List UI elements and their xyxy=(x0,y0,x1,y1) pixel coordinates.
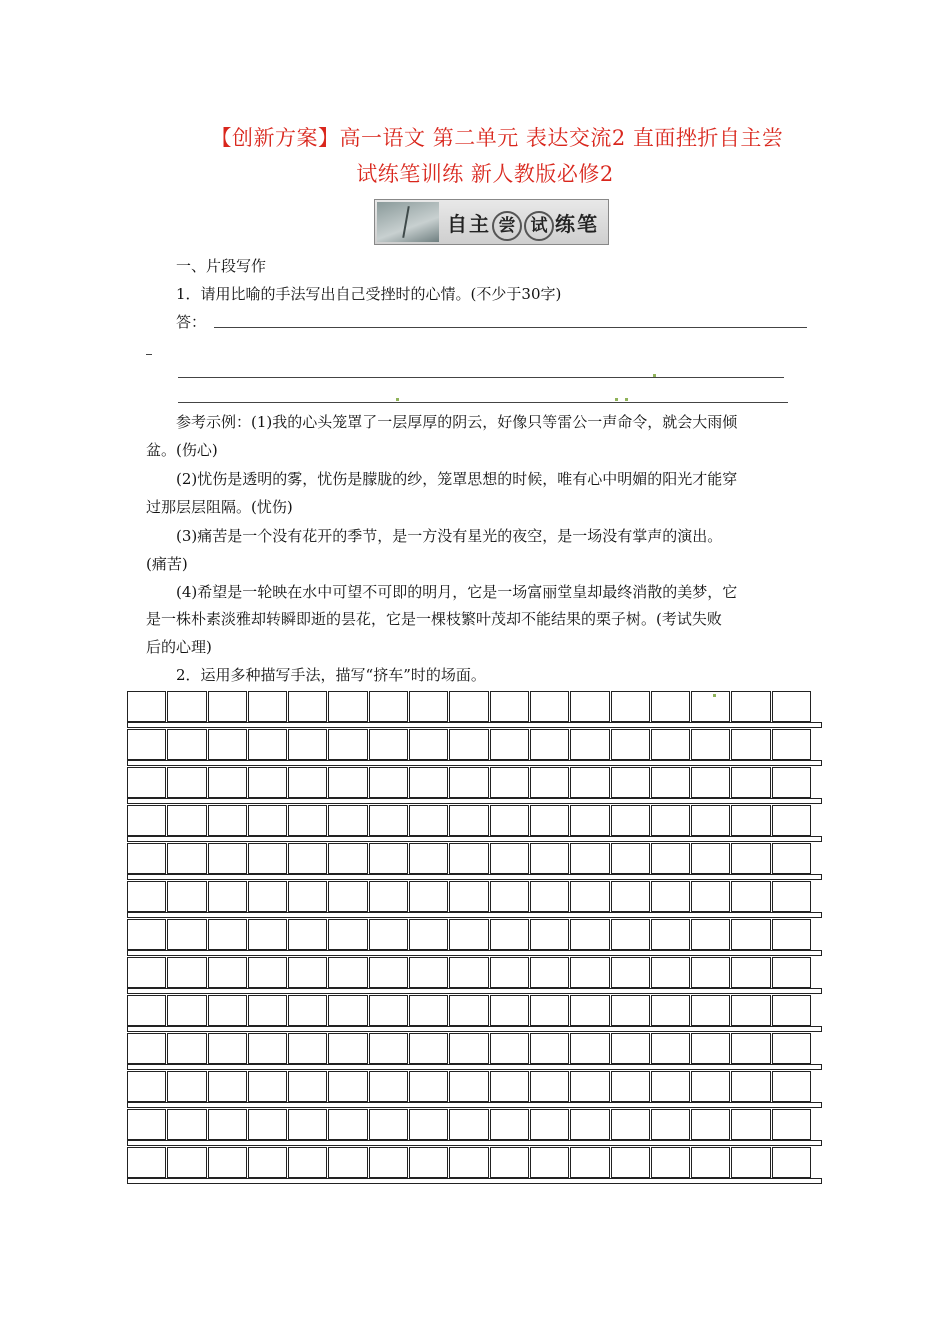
answer-line-2[interactable] xyxy=(178,377,784,378)
grid-cell[interactable] xyxy=(248,1109,287,1140)
grid-cell[interactable] xyxy=(691,919,730,950)
grid-cell[interactable] xyxy=(369,805,408,836)
grid-cell[interactable] xyxy=(369,1033,408,1064)
grid-cell[interactable] xyxy=(570,995,609,1026)
answer-line-dash xyxy=(146,354,152,355)
grid-cell[interactable] xyxy=(409,767,448,798)
grid-cell[interactable] xyxy=(127,1033,166,1064)
grid-cell[interactable] xyxy=(651,691,690,722)
grid-cell[interactable] xyxy=(490,805,529,836)
grid-cell[interactable] xyxy=(409,805,448,836)
grid-cell[interactable] xyxy=(167,957,206,988)
grid-cell[interactable] xyxy=(691,1109,730,1140)
grid-cell[interactable] xyxy=(651,1071,690,1102)
grid-cell[interactable] xyxy=(611,1109,650,1140)
grid-cell[interactable] xyxy=(691,729,730,760)
grid-cell[interactable] xyxy=(449,919,488,950)
grid-row-divider xyxy=(127,874,822,880)
grid-row-divider xyxy=(127,1102,822,1108)
grid-cell[interactable] xyxy=(691,1071,730,1102)
grid-row-divider xyxy=(127,836,822,842)
grid-cell[interactable] xyxy=(570,1071,609,1102)
grid-cell[interactable] xyxy=(409,881,448,912)
grid-cell[interactable] xyxy=(731,1147,770,1178)
grid-row-cells xyxy=(127,843,812,874)
grid-cell[interactable] xyxy=(127,691,166,722)
grid-cell[interactable] xyxy=(127,1109,166,1140)
grid-cell[interactable] xyxy=(167,1033,206,1064)
grid-cell[interactable] xyxy=(208,805,247,836)
grid-cell[interactable] xyxy=(530,1033,569,1064)
grid-cell[interactable] xyxy=(449,729,488,760)
reference-p4-line1: (4)希望是一轮映在水中可望不可即的明月，它是一场富丽堂皇却最终消散的美梦，它 xyxy=(176,583,738,601)
grid-cell[interactable] xyxy=(449,1033,488,1064)
grid-cell[interactable] xyxy=(651,995,690,1026)
grid-cell[interactable] xyxy=(611,1033,650,1064)
grid-cell[interactable] xyxy=(208,843,247,874)
grid-cell[interactable] xyxy=(611,1147,650,1178)
grid-row xyxy=(127,919,824,957)
grid-cell[interactable] xyxy=(369,729,408,760)
grid-cell[interactable] xyxy=(208,1033,247,1064)
grid-cell[interactable] xyxy=(369,919,408,950)
grid-cell[interactable] xyxy=(731,843,770,874)
grid-cell[interactable] xyxy=(731,805,770,836)
grid-cell[interactable] xyxy=(208,995,247,1026)
question-1-prompt: 1．请用比喻的手法写出自己受挫时的心情。(不少于30字) xyxy=(176,285,562,303)
grid-row xyxy=(127,995,824,1033)
stray-dot xyxy=(625,398,628,401)
grid-cell[interactable] xyxy=(449,843,488,874)
reference-p1-line1: 参考示例：(1)我的心头笼罩了一层厚厚的阴云，好像只等雷公一声命令，就会大雨倾 xyxy=(176,413,738,431)
grid-cell[interactable] xyxy=(248,881,287,912)
grid-cell[interactable] xyxy=(167,881,206,912)
grid-cell[interactable] xyxy=(772,805,811,836)
grid-cell[interactable] xyxy=(490,767,529,798)
grid-cell[interactable] xyxy=(288,691,327,722)
grid-cell[interactable] xyxy=(530,1109,569,1140)
grid-cell[interactable] xyxy=(691,881,730,912)
grid-cell[interactable] xyxy=(490,1109,529,1140)
grid-cell[interactable] xyxy=(651,881,690,912)
grid-cell[interactable] xyxy=(651,919,690,950)
grid-cell[interactable] xyxy=(328,995,367,1026)
grid-cell[interactable] xyxy=(208,1109,247,1140)
grid-cell[interactable] xyxy=(167,1109,206,1140)
grid-cell[interactable] xyxy=(127,843,166,874)
grid-cell[interactable] xyxy=(409,691,448,722)
grid-cell[interactable] xyxy=(490,1071,529,1102)
grid-cell[interactable] xyxy=(369,995,408,1026)
answer-line-3[interactable] xyxy=(178,402,788,403)
grid-cell[interactable] xyxy=(449,957,488,988)
grid-cell[interactable] xyxy=(208,691,247,722)
grid-cell[interactable] xyxy=(651,843,690,874)
grid-cell[interactable] xyxy=(731,1109,770,1140)
banner-text xyxy=(447,208,599,241)
grid-cell[interactable] xyxy=(167,805,206,836)
grid-cell[interactable] xyxy=(449,767,488,798)
grid-cell[interactable] xyxy=(772,1071,811,1102)
grid-row-divider xyxy=(127,798,822,804)
reference-p2-line1: (2)忧伤是透明的雾，忧伤是朦胧的纱，笼罩思想的时候，唯有心中明媚的阳光才能穿 xyxy=(176,470,738,488)
grid-cell[interactable] xyxy=(248,1147,287,1178)
grid-cell[interactable] xyxy=(167,691,206,722)
grid-cell[interactable] xyxy=(490,881,529,912)
grid-cell[interactable] xyxy=(328,919,367,950)
grid-cell[interactable] xyxy=(490,843,529,874)
grid-cell[interactable] xyxy=(167,729,206,760)
grid-cell[interactable] xyxy=(530,729,569,760)
grid-row xyxy=(127,1147,824,1185)
grid-cell[interactable] xyxy=(369,843,408,874)
grid-cell[interactable] xyxy=(127,919,166,950)
grid-cell[interactable] xyxy=(611,767,650,798)
grid-cell[interactable] xyxy=(691,843,730,874)
grid-row xyxy=(127,767,824,805)
grid-cell[interactable] xyxy=(248,767,287,798)
grid-cell[interactable] xyxy=(651,1033,690,1064)
grid-cell[interactable] xyxy=(248,1033,287,1064)
grid-cell[interactable] xyxy=(127,881,166,912)
grid-cell[interactable] xyxy=(409,729,448,760)
banner-circle-char-2: 试 xyxy=(524,211,554,241)
answer-label: 答： xyxy=(176,313,207,331)
grid-cell[interactable] xyxy=(167,919,206,950)
grid-cell[interactable] xyxy=(208,1071,247,1102)
grid-cell[interactable] xyxy=(409,1033,448,1064)
grid-cell[interactable] xyxy=(490,1147,529,1178)
grid-cell[interactable] xyxy=(369,1147,408,1178)
grid-cell[interactable] xyxy=(369,767,408,798)
grid-cell[interactable] xyxy=(328,1033,367,1064)
document-title-line-1: 【创新方案】高一语文 第二单元 表达交流2 直面挫折自主尝 xyxy=(210,126,784,150)
grid-cell[interactable] xyxy=(167,1071,206,1102)
grid-cell[interactable] xyxy=(288,881,327,912)
section-banner xyxy=(374,199,609,245)
banner-image-icon xyxy=(377,202,439,242)
grid-cell[interactable] xyxy=(248,691,287,722)
grid-cell[interactable] xyxy=(490,919,529,950)
reference-p3-line2: (痛苦) xyxy=(146,555,188,573)
grid-cell[interactable] xyxy=(611,881,650,912)
grid-cell[interactable] xyxy=(731,1071,770,1102)
grid-cell[interactable] xyxy=(288,729,327,760)
question-2-prompt: 2．运用多种描写手法，描写“挤车”时的场面。 xyxy=(176,666,486,684)
reference-p2-line2: 过那层层阻隔。(忧伤) xyxy=(146,498,293,516)
grid-cell[interactable] xyxy=(208,767,247,798)
banner-circle-char-1: 尝 xyxy=(492,211,522,241)
reference-p4-line3: 后的心理) xyxy=(146,638,212,656)
grid-cell[interactable] xyxy=(409,1147,448,1178)
grid-row xyxy=(127,1071,824,1109)
grid-cell[interactable] xyxy=(248,1071,287,1102)
grid-cell[interactable] xyxy=(691,957,730,988)
grid-row-cells xyxy=(127,729,812,760)
grid-cell[interactable] xyxy=(328,1071,367,1102)
grid-cell[interactable] xyxy=(570,767,609,798)
banner-text-part-1: 自主 xyxy=(447,212,491,236)
grid-cell[interactable] xyxy=(570,919,609,950)
grid-cell[interactable] xyxy=(570,1033,609,1064)
grid-cell[interactable] xyxy=(449,1147,488,1178)
grid-cell[interactable] xyxy=(127,805,166,836)
grid-cell[interactable] xyxy=(208,1147,247,1178)
grid-cell[interactable] xyxy=(530,691,569,722)
grid-cell[interactable] xyxy=(288,767,327,798)
grid-row xyxy=(127,1109,824,1147)
answer-line-1[interactable] xyxy=(214,327,807,328)
grid-row-divider xyxy=(127,1064,822,1070)
grid-cell[interactable] xyxy=(691,1033,730,1064)
grid-cell[interactable] xyxy=(208,919,247,950)
grid-cell[interactable] xyxy=(651,805,690,836)
grid-cell[interactable] xyxy=(570,957,609,988)
composition-grid[interactable] xyxy=(127,691,824,1185)
stray-dot xyxy=(615,398,618,401)
grid-cell[interactable] xyxy=(490,691,529,722)
grid-cell[interactable] xyxy=(611,805,650,836)
grid-cell[interactable] xyxy=(127,767,166,798)
grid-cell[interactable] xyxy=(611,919,650,950)
grid-cell[interactable] xyxy=(248,843,287,874)
grid-cell[interactable] xyxy=(167,1147,206,1178)
grid-cell[interactable] xyxy=(731,729,770,760)
grid-cell[interactable] xyxy=(731,881,770,912)
grid-cell[interactable] xyxy=(328,767,367,798)
grid-cell[interactable] xyxy=(691,1147,730,1178)
grid-cell[interactable] xyxy=(570,691,609,722)
grid-cell[interactable] xyxy=(691,995,730,1026)
grid-cell[interactable] xyxy=(288,805,327,836)
grid-cell[interactable] xyxy=(731,691,770,722)
grid-cell[interactable] xyxy=(127,729,166,760)
grid-cell[interactable] xyxy=(248,805,287,836)
grid-cell[interactable] xyxy=(328,729,367,760)
grid-row-divider xyxy=(127,1178,822,1184)
grid-row-divider xyxy=(127,1026,822,1032)
grid-cell[interactable] xyxy=(127,995,166,1026)
grid-cell[interactable] xyxy=(530,919,569,950)
grid-cell[interactable] xyxy=(772,1033,811,1064)
grid-cell[interactable] xyxy=(409,843,448,874)
grid-row-cells xyxy=(127,995,812,1026)
grid-cell[interactable] xyxy=(409,995,448,1026)
grid-cell[interactable] xyxy=(369,1071,408,1102)
document-title-line-2: 试练笔训练 新人教版必修2 xyxy=(356,162,614,186)
grid-cell[interactable] xyxy=(328,957,367,988)
grid-cell[interactable] xyxy=(570,1147,609,1178)
grid-cell[interactable] xyxy=(127,957,166,988)
grid-cell[interactable] xyxy=(409,1071,448,1102)
grid-cell[interactable] xyxy=(651,1147,690,1178)
grid-cell[interactable] xyxy=(449,1071,488,1102)
grid-cell[interactable] xyxy=(772,691,811,722)
grid-cell[interactable] xyxy=(328,805,367,836)
grid-cell[interactable] xyxy=(530,767,569,798)
grid-row-divider xyxy=(127,988,822,994)
reference-p1-line2: 盆。(伤心) xyxy=(146,441,218,459)
banner-text-part-2: 练笔 xyxy=(555,212,599,236)
grid-cell[interactable] xyxy=(530,881,569,912)
grid-cell[interactable] xyxy=(288,957,327,988)
grid-row-cells xyxy=(127,805,812,836)
grid-cell[interactable] xyxy=(530,805,569,836)
grid-row-cells xyxy=(127,691,812,722)
grid-cell[interactable] xyxy=(127,1147,166,1178)
grid-cell[interactable] xyxy=(288,843,327,874)
grid-row xyxy=(127,957,824,995)
grid-row-divider xyxy=(127,722,822,728)
grid-row xyxy=(127,805,824,843)
grid-row xyxy=(127,881,824,919)
grid-row-divider xyxy=(127,1140,822,1146)
grid-cell[interactable] xyxy=(490,957,529,988)
grid-cell[interactable] xyxy=(369,691,408,722)
grid-cell[interactable] xyxy=(208,881,247,912)
grid-cell[interactable] xyxy=(611,1071,650,1102)
grid-cell[interactable] xyxy=(570,881,609,912)
grid-cell[interactable] xyxy=(167,843,206,874)
grid-cell[interactable] xyxy=(167,995,206,1026)
grid-cell[interactable] xyxy=(772,767,811,798)
grid-row xyxy=(127,691,824,729)
grid-row xyxy=(127,1033,824,1071)
grid-cell[interactable] xyxy=(288,1071,327,1102)
grid-cell[interactable] xyxy=(409,957,448,988)
grid-cell[interactable] xyxy=(691,767,730,798)
grid-cell[interactable] xyxy=(328,881,367,912)
grid-cell[interactable] xyxy=(248,729,287,760)
grid-cell[interactable] xyxy=(731,957,770,988)
grid-row-cells xyxy=(127,957,812,988)
grid-cell[interactable] xyxy=(208,957,247,988)
grid-cell[interactable] xyxy=(570,843,609,874)
grid-row xyxy=(127,729,824,767)
grid-cell[interactable] xyxy=(530,957,569,988)
grid-row-cells xyxy=(127,881,812,912)
grid-cell[interactable] xyxy=(248,995,287,1026)
reference-p4-line2: 是一株朴素淡雅却转瞬即逝的昙花，它是一棵枝繁叶茂却不能结果的栗子树。(考试失败 xyxy=(146,610,722,628)
grid-cell[interactable] xyxy=(651,957,690,988)
grid-row-divider xyxy=(127,912,822,918)
stray-dot xyxy=(396,398,399,401)
grid-row-cells xyxy=(127,767,812,798)
grid-cell[interactable] xyxy=(772,995,811,1026)
grid-cell[interactable] xyxy=(369,1109,408,1140)
grid-cell[interactable] xyxy=(248,919,287,950)
grid-cell[interactable] xyxy=(772,1147,811,1178)
grid-row-divider xyxy=(127,950,822,956)
grid-row xyxy=(127,843,824,881)
grid-cell[interactable] xyxy=(570,1109,609,1140)
grid-cell[interactable] xyxy=(328,1109,367,1140)
grid-cell[interactable] xyxy=(570,729,609,760)
grid-cell[interactable] xyxy=(369,957,408,988)
grid-cell[interactable] xyxy=(288,995,327,1026)
grid-cell[interactable] xyxy=(409,1109,448,1140)
grid-cell[interactable] xyxy=(449,881,488,912)
grid-cell[interactable] xyxy=(409,919,448,950)
grid-cell[interactable] xyxy=(167,767,206,798)
grid-cell[interactable] xyxy=(651,1109,690,1140)
grid-cell[interactable] xyxy=(772,729,811,760)
grid-cell[interactable] xyxy=(731,767,770,798)
grid-row-cells xyxy=(127,919,812,950)
stray-dot xyxy=(653,374,656,377)
section-heading: 一、片段写作 xyxy=(176,257,267,275)
grid-cell[interactable] xyxy=(490,729,529,760)
grid-cell[interactable] xyxy=(328,843,367,874)
reference-p3-line1: (3)痛苦是一个没有花开的季节，是一方没有星光的夜空，是一场没有掌声的演出。 xyxy=(176,527,723,545)
grid-row-cells xyxy=(127,1147,812,1178)
grid-cell[interactable] xyxy=(570,805,609,836)
grid-cell[interactable] xyxy=(731,995,770,1026)
grid-cell[interactable] xyxy=(449,1109,488,1140)
grid-row-cells xyxy=(127,1033,812,1064)
grid-cell[interactable] xyxy=(651,729,690,760)
grid-cell[interactable] xyxy=(369,881,408,912)
grid-cell[interactable] xyxy=(288,1147,327,1178)
grid-cell[interactable] xyxy=(772,1109,811,1140)
grid-cell[interactable] xyxy=(772,881,811,912)
grid-cell[interactable] xyxy=(611,995,650,1026)
grid-cell[interactable] xyxy=(691,805,730,836)
grid-cell[interactable] xyxy=(127,1071,166,1102)
grid-cell[interactable] xyxy=(530,843,569,874)
grid-cell[interactable] xyxy=(772,919,811,950)
grid-cell[interactable] xyxy=(288,919,327,950)
grid-cell[interactable] xyxy=(248,957,287,988)
grid-cell[interactable] xyxy=(288,1109,327,1140)
grid-cell[interactable] xyxy=(530,995,569,1026)
grid-cell[interactable] xyxy=(731,1033,770,1064)
grid-cell[interactable] xyxy=(288,1033,327,1064)
grid-cell[interactable] xyxy=(490,1033,529,1064)
grid-cell[interactable] xyxy=(328,1147,367,1178)
grid-cell[interactable] xyxy=(490,995,529,1026)
grid-row-divider xyxy=(127,760,822,766)
grid-row-cells xyxy=(127,1109,812,1140)
grid-cell[interactable] xyxy=(772,843,811,874)
grid-row-cells xyxy=(127,1071,812,1102)
grid-cell[interactable] xyxy=(772,957,811,988)
grid-cell[interactable] xyxy=(651,767,690,798)
grid-cell[interactable] xyxy=(611,957,650,988)
grid-cell[interactable] xyxy=(449,805,488,836)
grid-cell[interactable] xyxy=(530,1071,569,1102)
grid-cell[interactable] xyxy=(449,691,488,722)
grid-cell[interactable] xyxy=(328,691,367,722)
grid-cell[interactable] xyxy=(731,919,770,950)
grid-cell[interactable] xyxy=(611,843,650,874)
grid-cell[interactable] xyxy=(611,729,650,760)
grid-cell[interactable] xyxy=(530,1147,569,1178)
grid-cell[interactable] xyxy=(208,729,247,760)
grid-cell[interactable] xyxy=(611,691,650,722)
grid-cell[interactable] xyxy=(449,995,488,1026)
grid-cell[interactable] xyxy=(691,691,730,722)
